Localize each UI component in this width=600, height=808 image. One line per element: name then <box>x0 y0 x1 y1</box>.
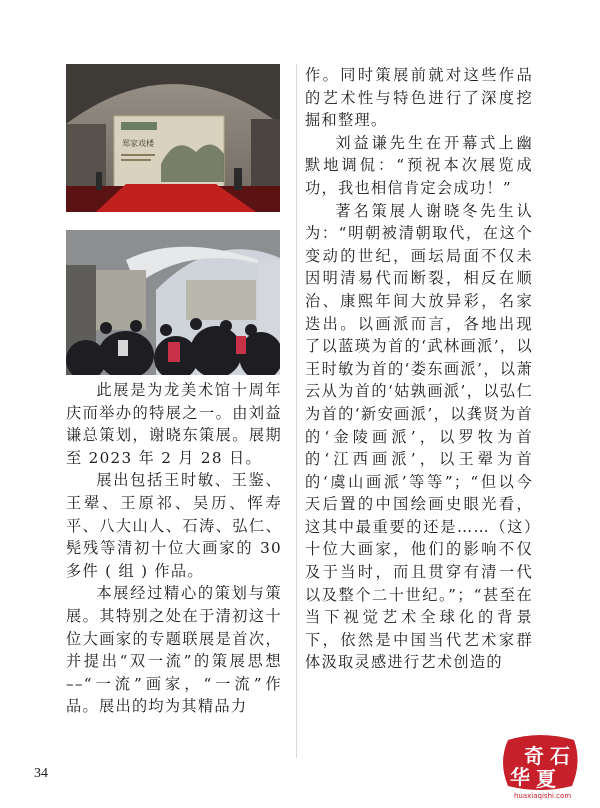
exhibition-entrance-photo <box>66 64 280 212</box>
svg-text:奇: 奇 <box>524 744 544 768</box>
body-paragraph-continued: 作。同时策展前就对这些作品的艺术性与特色进行了深度挖掘和整理。 <box>305 66 533 130</box>
svg-text:石: 石 <box>550 744 570 768</box>
right-text-column <box>305 64 533 674</box>
svg-text:华: 华 <box>510 765 530 789</box>
watermark-seal <box>498 732 582 802</box>
page-number: 34 <box>34 766 48 781</box>
body-paragraph: 刘益谦先生在开幕式上幽默地调侃：“预祝本次展览成功，我也相信肯定会成功！” <box>305 133 533 197</box>
column-divider <box>296 64 297 758</box>
svg-text:夏: 夏 <box>536 767 556 791</box>
body-paragraph: 此展是为龙美术馆十周年庆而举办的特展之一。由刘益谦总策划，谢晓东策展。展期至 2023 年 2 月 28 日。 <box>66 381 282 467</box>
left-text-column <box>66 379 282 718</box>
body-paragraph: 本展经过精心的策划与策展。其特别之处在于清初这十位大画家的专题联展是首次，并提出“双一流”的策展思想 ––“一流”画家，“一流”作品。展出的均为其精品力 <box>66 584 282 716</box>
banner-title: 郑家戏楼 <box>122 139 154 148</box>
svg-text:huaxiaqishi.com: huaxiaqishi.com <box>514 792 572 800</box>
body-paragraph: 展出包括王时敏、王鉴、王翚、王原祁、吴历、恽寿平、八大山人、石涛、弘仁、髡残等清初十位大画家的 30 多件 ( 组 ) 作品。 <box>66 471 282 580</box>
body-paragraph: 著名策展人谢晓冬先生认为：“明朝被清朝取代，在这个变动的世纪，画坛局面不仅未因明清易代而断裂，相反在顺治、康熙年间大放异彩，名家迭出。以画派而言，各地出现了以蓝瑛为首的‘武林画派’，以王时敏为首的‘娄东画派’，以萧云从为首的‘姑孰画派’，以弘仁为首的‘新安画派’，以龚贤为首的‘金陵画派’，以罗牧为首的‘江西画派’，以王翚为首的‘虞山画派’等等”；“但以今天后置的中国绘画史眼光看，这其中最重要的还是……（这）十位大画家，他们的影响不仅及于当时，而且贯穿有清一代以及整个二十世纪。”；“甚至在当下视觉艺术全球化的背景下，依然是中国当代艺术家群体汲取灵感进行艺术创造的 <box>305 201 533 672</box>
exhibition-crowd-photo <box>66 230 280 375</box>
